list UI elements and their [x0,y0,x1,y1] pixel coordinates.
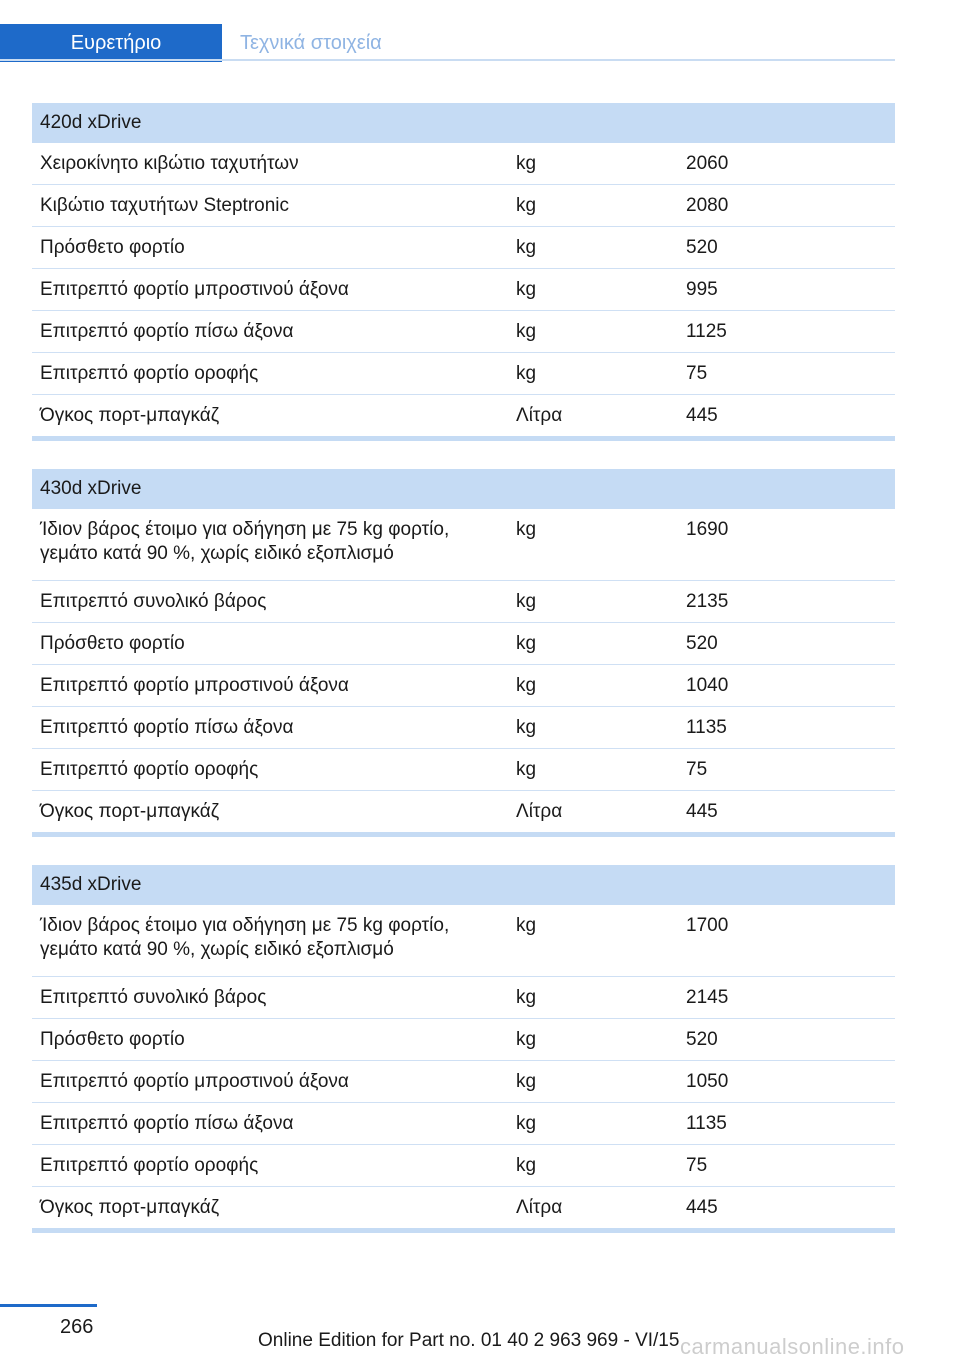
table-row [32,1019,895,1061]
section-title: 430d xDrive [32,469,895,509]
table-row [32,1103,895,1145]
row-unit: Λίτρα [516,405,563,426]
footer-accent-bar [0,1304,97,1307]
row-value: 520 [686,1029,718,1050]
row-value: 1050 [686,1071,729,1092]
watermark: carmanualsonline.info [680,1334,905,1359]
table-row [32,707,895,749]
row-unit: kg [516,759,537,780]
table-row [32,311,895,353]
row-value: 2080 [686,195,729,216]
row-value: 445 [686,801,718,822]
section-title: 435d xDrive [32,865,895,905]
row-label: Επιτρεπτό φορτίο πίσω άξονα [40,1113,294,1134]
row-unit: kg [516,915,537,936]
row-unit: kg [516,1113,537,1134]
table-row [32,269,895,311]
row-label: Χειροκίνητο κιβώτιο ταχυτήτων [40,153,299,174]
row-label: Ίδιον βάρος έτοιμο για οδήγηση με 75 kg φορτίο, γεμάτο κατά 90 %, χωρίς ειδικό εξοπλισμό [40,915,450,960]
spec-section [32,103,895,441]
row-value: 995 [686,279,718,300]
section-end-rule [32,436,895,441]
row-label: Επιτρεπτό φορτίο μπροστινού άξονα [40,675,349,696]
row-unit: kg [516,591,537,612]
row-label: Όγκος πορτ-μπαγκάζ [40,1197,220,1218]
row-unit: kg [516,195,537,216]
spec-section [32,469,895,837]
header-underline [0,59,895,61]
table-row [32,791,895,833]
row-label: Επιτρεπτό φορτίο οροφής [40,759,259,780]
row-value: 75 [686,1155,708,1176]
page-number: 266 [60,1316,94,1338]
row-label: Πρόσθετο φορτίο [40,237,185,258]
row-value: 2060 [686,153,729,174]
row-value: 445 [686,1197,718,1218]
table-row [32,905,895,977]
row-unit: Λίτρα [516,801,563,822]
row-value: 1690 [686,519,729,540]
section-end-rule [32,1228,895,1233]
row-unit: kg [516,321,537,342]
row-label: Επιτρεπτό συνολικό βάρος [40,591,267,612]
row-value: 1135 [686,717,727,738]
tab-index[interactable]: Ευρετήριο [0,24,222,62]
row-value: 2135 [686,591,729,612]
row-unit: kg [516,1029,537,1050]
row-unit: Λίτρα [516,1197,563,1218]
row-label: Επιτρεπτό φορτίο οροφής [40,1155,259,1176]
row-label: Ίδιον βάρος έτοιμο για οδήγηση με 75 kg φορτίο, γεμάτο κατά 90 %, χωρίς ειδικό εξοπλισμό [40,519,450,564]
table-row [32,581,895,623]
table-row [32,509,895,581]
row-label: Επιτρεπτό φορτίο οροφής [40,363,259,384]
row-label: Επιτρεπτό φορτίο μπροστινού άξονα [40,1071,349,1092]
row-label: Επιτρεπτό φορτίο πίσω άξονα [40,321,294,342]
row-value: 520 [686,633,718,654]
row-value: 1125 [686,321,727,342]
row-label: Πρόσθετο φορτίο [40,1029,185,1050]
row-unit: kg [516,279,537,300]
row-label: Όγκος πορτ-μπαγκάζ [40,405,220,426]
table-row [32,395,895,437]
row-label: Επιτρεπτό φορτίο πίσω άξονα [40,717,294,738]
table-row [32,749,895,791]
spec-section [32,865,895,1233]
table-row [32,1187,895,1229]
table-row [32,977,895,1019]
tab-technical-data[interactable]: Τεχνικά στοιχεία [240,31,382,54]
row-unit: kg [516,717,537,738]
section-end-rule [32,832,895,837]
row-label: Όγκος πορτ-μπαγκάζ [40,801,220,822]
row-unit: kg [516,519,537,540]
row-unit: kg [516,363,537,384]
row-label: Πρόσθετο φορτίο [40,633,185,654]
spec-tables [32,103,895,1261]
table-row [32,143,895,185]
section-title: 420d xDrive [32,103,895,143]
row-label: Επιτρεπτό φορτίο μπροστινού άξονα [40,279,349,300]
row-value: 1135 [686,1113,727,1134]
row-value: 75 [686,759,708,780]
row-unit: kg [516,153,537,174]
row-unit: kg [516,987,537,1008]
table-row [32,623,895,665]
row-unit: kg [516,675,537,696]
row-unit: kg [516,633,537,654]
row-label: Κιβώτιο ταχυτήτων Steptronic [40,195,290,216]
row-value: 445 [686,405,718,426]
row-unit: kg [516,237,537,258]
row-value: 1040 [686,675,729,696]
table-row [32,1145,895,1187]
row-label: Επιτρεπτό συνολικό βάρος [40,987,267,1008]
row-value: 520 [686,237,718,258]
table-row [32,1061,895,1103]
row-value: 2145 [686,987,729,1008]
table-row [32,185,895,227]
page-header [0,24,895,62]
row-unit: kg [516,1155,537,1176]
table-row [32,665,895,707]
edition-note: Online Edition for Part no. 01 40 2 963 969 - VI/15 [258,1330,680,1351]
row-unit: kg [516,1071,537,1092]
row-value: 75 [686,363,708,384]
table-row [32,353,895,395]
row-value: 1700 [686,915,729,936]
table-row [32,227,895,269]
